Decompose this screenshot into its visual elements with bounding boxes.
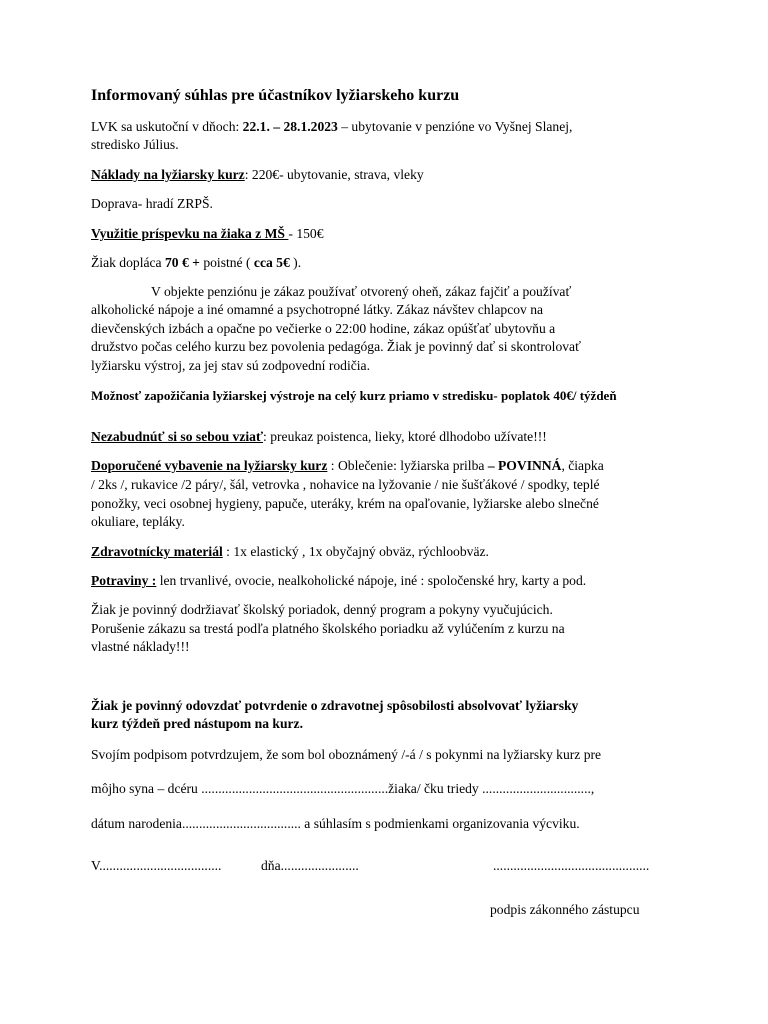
payment-middle: poistné (	[199, 255, 254, 270]
order-line-2: Porušenie zákazu sa trestá podľa platného školského poriadku až vylúčením z kurzu na	[91, 621, 565, 636]
rental-notice: Možnosť zapožičania lyžiarskej výstroje na celý kurz priamo v stredisku- poplatok 40€/ týždeň	[91, 388, 617, 403]
costs-label: Náklady na lyžiarsky kurz	[91, 167, 245, 182]
intro-line	[91, 118, 572, 136]
payment-line	[91, 254, 301, 272]
medical-label: Zdravotnícky materiál	[91, 544, 223, 559]
equipment-line-4: okuliare, tepláky.	[91, 514, 185, 529]
place-field: V....................................	[91, 858, 222, 873]
health-notice-line-2: kurz týždeň pred nástupom na kurz.	[91, 716, 303, 731]
medical-text: : 1x elastický , 1x obyčajný obväz, rýchloobväz.	[222, 544, 489, 559]
food-line	[91, 572, 586, 590]
contribution-label: Využitie príspevku na žiaka z MŠ	[91, 226, 289, 241]
birth-date-line: dátum narodenia................................... a súhlasím s podmienkami organizovania výcviku.	[91, 816, 580, 831]
equipment-line-1	[91, 457, 604, 475]
rules-line-1: V objekte penziónu je zákaz používať otvorený oheň, zákaz fajčiť a používať	[151, 284, 572, 299]
payment-suffix: ).	[289, 255, 302, 270]
costs-text: : 220€- ubytovanie, strava, vleky	[244, 167, 424, 182]
health-notice-line-1: Žiak je povinný odovzdať potvrdenie o zdravotnej spôsobilosti absolvovať lyžiarsky	[91, 698, 579, 713]
intro-suffix: – ubytovanie v penzióne vo Vyšnej Slanej,	[337, 119, 573, 134]
equipment-line-3: ponožky, veci osobnej hygieny, papuče, uteráky, krém na opaľovanie, lyžiarske alebo slnečné	[91, 496, 599, 511]
confirm-line: Svojím podpisom potvrdzujem, že som bol oboznámený /-á / s pokynmi na lyžiarsky kurz pre	[91, 747, 602, 762]
equipment-text-1: : Oblečenie: lyžiarska prilba	[327, 458, 488, 473]
date-field: dňa.......................	[261, 858, 359, 873]
intro-prefix: LVK sa uskutoční v dňoch:	[91, 119, 243, 134]
insurance-amount: cca 5€	[253, 255, 290, 270]
rules-line-5: lyžiarsku výstroj, za jej stav sú zodpovední rodičia.	[91, 358, 370, 373]
contribution-text: - 150€	[288, 226, 324, 241]
document-title: Informovaný súhlas pre účastníkov lyžiarskeho kurzu	[91, 87, 460, 104]
medical-line	[91, 543, 489, 561]
contribution-line	[91, 225, 324, 243]
food-text: len trvanlivé, ovocie, nealkoholické nápoje, iné : spoločenské hry, karty a pod.	[156, 573, 587, 588]
course-dates: 22.1. – 28.1.2023	[242, 119, 338, 134]
equipment-label: Doporučené vybavenie na lyžiarsky kurz	[91, 458, 328, 473]
child-line: môjho syna – dcéru .......................................................žiaka/ čku triedy ................................,	[91, 781, 595, 796]
intro-line-2: stredisko Július.	[91, 137, 179, 152]
equipment-text-2: , čiapka	[561, 458, 604, 473]
order-line-1: Žiak je povinný dodržiavať školský poriadok, denný program a pokyny vyučujúcich.	[91, 602, 553, 617]
remember-label: Nezabudnúť si so sebou vziať	[91, 429, 264, 444]
costs-line	[91, 166, 424, 184]
signature-line: ..............................................	[493, 858, 650, 873]
payment-prefix: Žiak dopláca	[91, 255, 165, 270]
remember-text: : preukaz poistenca, lieky, ktoré dlhodobo užívate!!!	[263, 429, 547, 444]
food-label: Potraviny :	[91, 573, 157, 588]
rules-line-4: družstvo počas celého kurzu bez povolenia pedagóga. Žiak je povinný dať si skontrolovať	[91, 339, 581, 354]
equipment-line-2: / 2ks /, rukavice /2 páry/, šál, vetrovka , nohavice na lyžovanie / nie šušťákové / spodky, teplé	[91, 477, 600, 492]
helmet-mandatory: – POVINNÁ	[487, 458, 562, 473]
signature-label: podpis zákonného zástupcu	[490, 902, 640, 917]
payment-amount: 70 € +	[164, 255, 200, 270]
rules-line-2: alkoholické nápoje a iné omamné a psychotropné látky. Zákaz návštev chlapcov na	[91, 302, 544, 317]
rules-line-3: dievčenských izbách a opačne po večierke o 22:00 hodine, zákaz opúšťať ubytovňu a	[91, 321, 556, 336]
transport-line: Doprava- hradí ZRPŠ.	[91, 196, 213, 211]
remember-line	[91, 428, 547, 446]
order-line-3: vlastné náklady!!!	[91, 639, 190, 654]
